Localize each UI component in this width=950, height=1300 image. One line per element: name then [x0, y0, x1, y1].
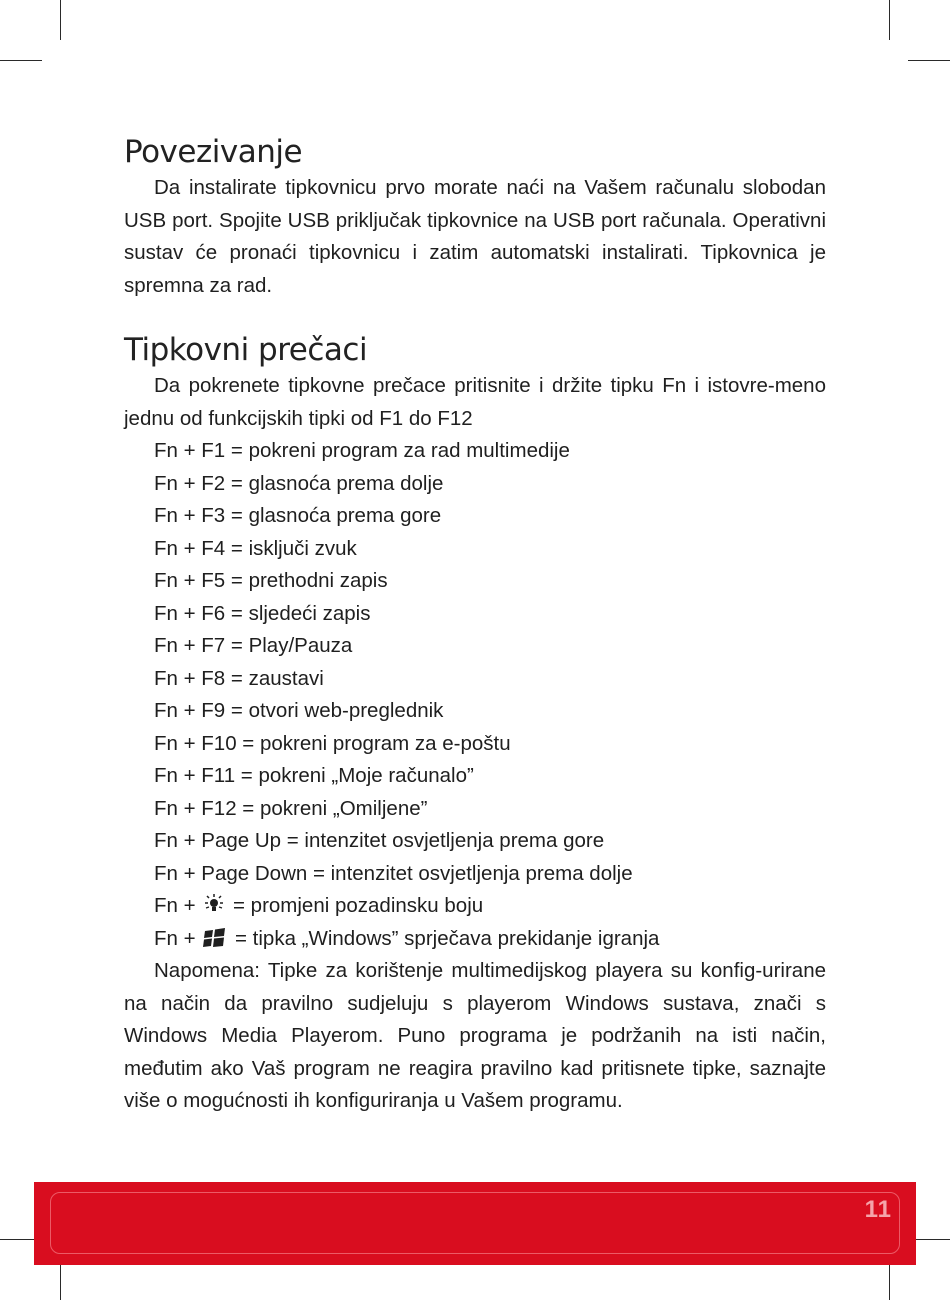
crop-mark: [60, 1260, 61, 1300]
crop-mark: [889, 0, 890, 40]
note-paragraph: Napomena: Tipke za korištenje multimedijskog playera su konfig-urirane na način da pravilno sudjeluju s playerom Windows sustava, znači s Windows Media Playerom. Puno programa je podržanih na isti način, međutim ako Vaš program ne reagira pravilno kad pritisnete tipke, saznajte više o mogućnosti ih konfiguriranja u Vašem programu.: [124, 959, 826, 1112]
footer-band: [34, 1182, 916, 1265]
connection-paragraph: Da instalirate tipkovnicu prvo morate naći na Vašem računalu slobodan USB port. Spojite USB priključak tipkovnice na USB port računala. Operativni sustav će pronaći tipkovnicu i zatim automatski instalirati. Tipkovnica je spremna za rad.: [124, 176, 826, 297]
page-number: 11: [864, 1196, 892, 1223]
shortcut-item: Fn + F6 = sljedeći zapis: [154, 601, 371, 625]
shortcut-item: Fn + F8 = zaustavi: [154, 666, 324, 690]
shortcut-item: Fn + F2 = glasnoća prema dolje: [154, 471, 444, 495]
shortcut-item: Fn + F12 = pokreni „Omiljene”: [154, 796, 428, 820]
shortcut-prefix: Fn +: [154, 926, 196, 950]
light-bulb-icon: [201, 893, 227, 915]
shortcut-item: Fn + F11 = pokreni „Moje računalo”: [154, 764, 474, 787]
shortcut-prefix: Fn +: [154, 894, 196, 917]
section-heading-shortcuts: Tipkovni prečaci: [124, 332, 368, 368]
shortcut-item: Fn + Page Up = intenzitet osvjetljenja prema gore: [154, 829, 605, 852]
shortcut-item: Fn + Page Down = intenzitet osvjetljenja prema dolje: [154, 861, 633, 885]
shortcut-item: Fn + F5 = prethodni zapis: [154, 569, 388, 592]
shortcut-item: Fn + F3 = glasnoća prema gore: [154, 504, 442, 527]
page-content: [124, 132, 826, 1118]
shortcut-item: Fn + F4 = isključi zvuk: [154, 536, 357, 560]
crop-mark: [908, 60, 950, 61]
crop-mark: [889, 1260, 890, 1300]
footer-frame: [50, 1192, 900, 1254]
shortcut-item: Fn + F10 = pokreni program za e-poštu: [154, 731, 511, 755]
crop-mark: [60, 0, 61, 40]
windows-logo-icon: [201, 927, 229, 949]
shortcut-item: Fn + F1 = pokreni program za rad multimedije: [154, 439, 570, 462]
section-heading-connection: Povezivanje: [124, 134, 303, 170]
crop-mark: [0, 60, 42, 61]
shortcut-item-backlight-color: [154, 890, 826, 923]
shortcut-description: = tipka „Windows” sprječava prekidanje igranja: [235, 926, 660, 950]
shortcuts-intro-paragraph: Da pokrenete tipkovne prečace pritisnite i držite tipku Fn i istovre-meno jednu od funkcijskih tipki od F1 do F12: [124, 374, 826, 430]
shortcut-item: Fn + F9 = otvori web-preglednik: [154, 699, 444, 722]
shortcut-description: = promjeni pozadinsku boju: [233, 894, 484, 917]
shortcut-list: [124, 435, 826, 955]
shortcut-item: Fn + F7 = Play/Pauza: [154, 634, 353, 657]
shortcut-item-windows-key: [154, 923, 826, 956]
